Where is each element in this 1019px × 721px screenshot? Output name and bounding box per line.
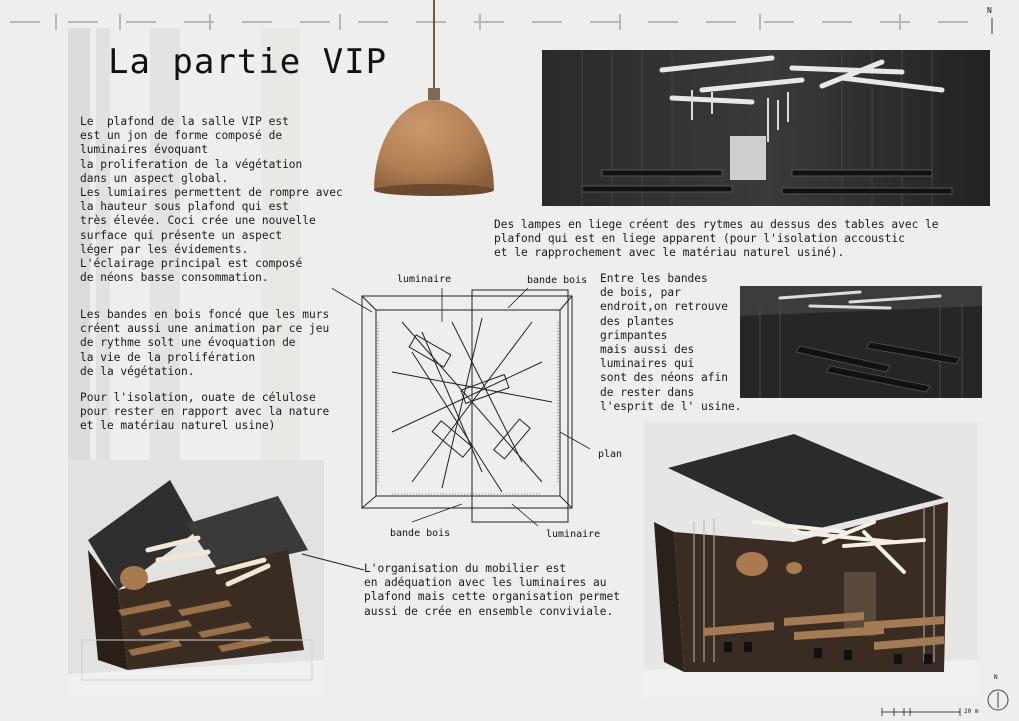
plan-label-luminaire-top: luminaire [397, 274, 452, 285]
ceiling-plan-drawing [332, 282, 590, 538]
render-vip-room-middle [740, 286, 982, 398]
wood-strips-paragraph: Les bandes en bois foncé que les murs créent aussi une animation par ce jeu de rythme solt une évoquation de la vie de la prolifération de la végétation. [80, 308, 330, 378]
lamp-cord [433, 0, 435, 92]
plan-label-bande-bois-bottom: bande bois [390, 528, 451, 539]
north-label-top: N [987, 6, 992, 15]
intro-paragraph: Le plafond de la salle VIP est est un jon de forme composé de luminaires évoquant la proliferation de la végétation dans un aspect global. Les lumiaires permettent de rompre avec la hauteur sous plafond qui est très élevée. Coci crée une nouvelle surface qui présente un aspect léger par les évidements. L'éclairage principal est composé de néons basse consommation. [80, 115, 343, 285]
render-vip-room-top [542, 50, 990, 206]
furniture-paragraph: L'organisation du mobilier est en adéquation avec les luminaires au plafond mais cette organisation permet aussi de crée en ensemble conviviale. [364, 562, 620, 618]
top-rule [0, 0, 1019, 40]
model-photo-right [644, 422, 978, 698]
plan-label-bande-bois-top: bande bois [527, 275, 588, 286]
north-compass-icon [986, 684, 1010, 714]
plants-paragraph: Entre les bandes de bois, par endroit,on retrouve des plantes grimpantes mais aussi des luminaires qui sont des néons afin de rester dans l'esprit de l' usine. [600, 272, 742, 413]
cork-pendant-lamp-image [372, 86, 496, 198]
plan-label-plan: plan [598, 449, 623, 460]
insulation-paragraph: Pour l'isolation, ouate de célulose pour rester en rapport avec la nature et le matériau naturel usine) [80, 391, 330, 433]
scale-label: 20 m [964, 708, 979, 715]
north-label-bottom: N [994, 674, 998, 681]
scale-bar [880, 704, 970, 718]
page-title: La partie VIP [108, 42, 388, 82]
leader-line [300, 550, 370, 578]
plan-label-luminaire-bottom: luminaire [546, 529, 601, 540]
model-photo-left [68, 460, 324, 696]
cork-lamps-paragraph: Des lampes en liege créent des rytmes au dessus des tables avec le plafond qui est en liege apparent (pour l'isolation accoustic et le rapprochement avec le matériau naturel usiné). [494, 218, 939, 260]
north-marker-top [984, 4, 1000, 34]
